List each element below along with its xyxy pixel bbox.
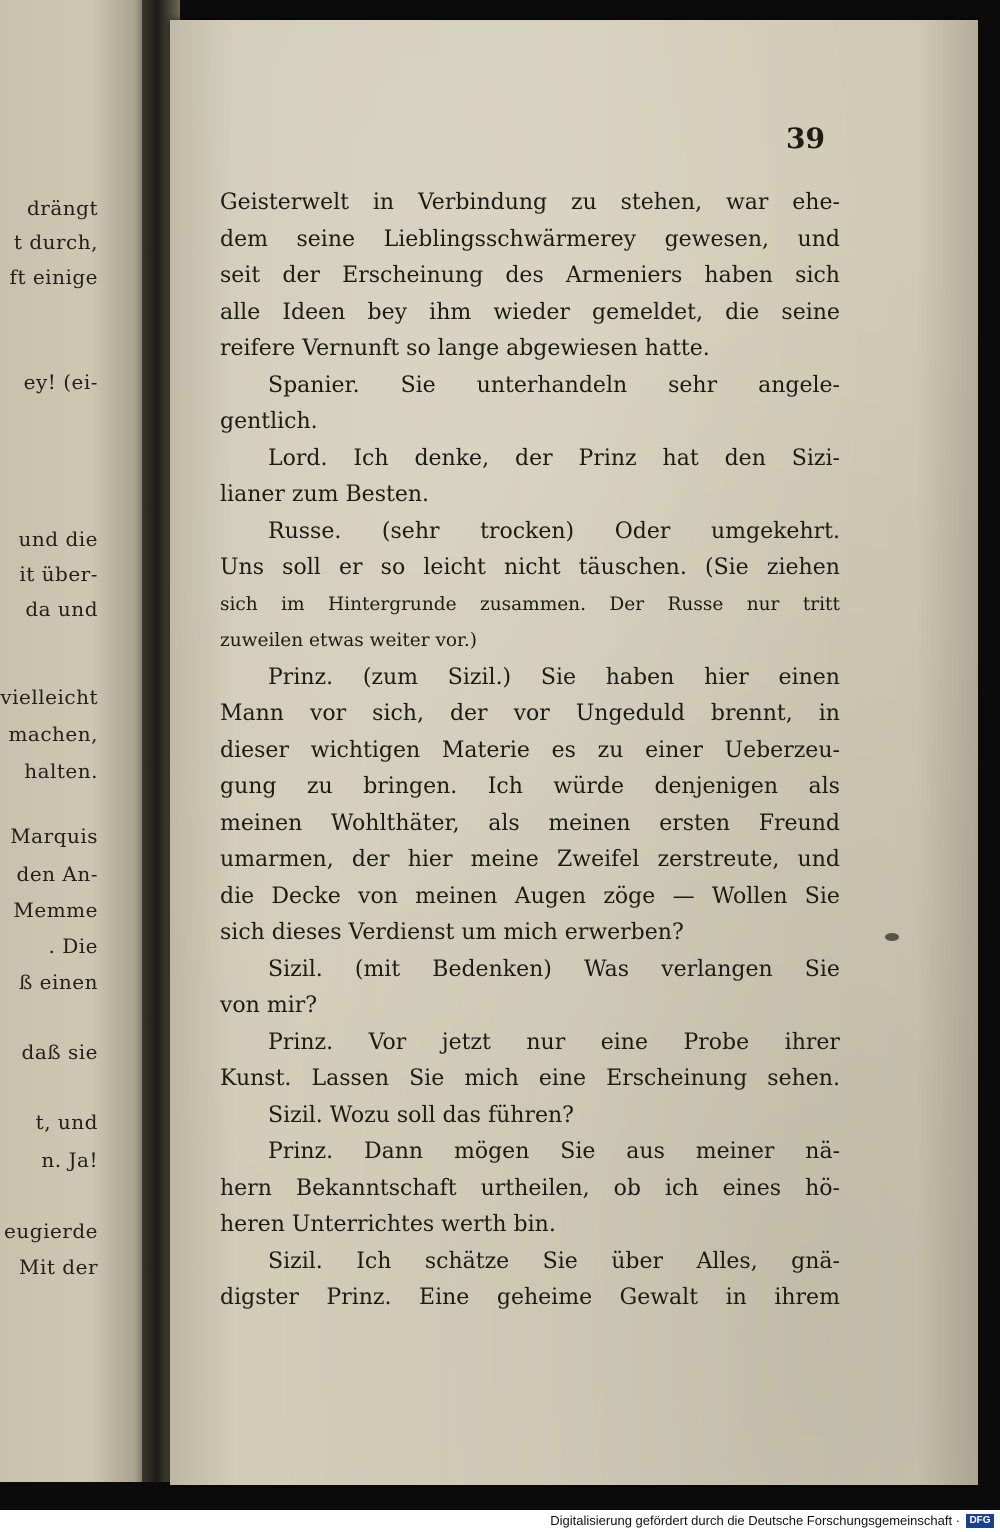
text-line: dem seine Lieblingsschwärmerey gewesen, und xyxy=(220,226,840,252)
text-line: lianer zum Besten. xyxy=(220,482,429,507)
left-page-fragment: n. Ja! xyxy=(41,1148,98,1172)
left-page-fragment: Mit der xyxy=(19,1255,98,1279)
text-line: heren Unterrichtes werth bin. xyxy=(220,1212,556,1237)
speaker-line: Lord. Ich denke, der Prinz hat den Sizi- xyxy=(268,445,840,471)
speaker-line: Sizil. (mit Bedenken) Was verlangen Sie xyxy=(268,956,840,982)
funding-notice: Digitalisierung gefördert durch die Deutsche Forschungsgemeinschaft · xyxy=(550,1513,960,1528)
left-page-fragment: daß sie xyxy=(21,1040,98,1064)
left-page-fragment: machen, xyxy=(8,722,98,746)
text-line: von mir? xyxy=(220,993,318,1018)
footer-bar xyxy=(0,1510,1000,1532)
left-page-fragment: it über- xyxy=(19,562,98,586)
right-page xyxy=(170,20,980,1485)
text-line: hern Bekanntschaft urtheilen, ob ich eines hö- xyxy=(220,1175,840,1201)
speaker-line: Prinz. Dann mögen Sie aus meiner nä- xyxy=(268,1139,840,1164)
speaker-line: Prinz. (zum Sizil.) Sie haben hier einen xyxy=(268,664,840,690)
text-line: umarmen, der hier meine Zweifel zerstreute, und xyxy=(220,847,840,872)
text-line: dieser wichtigen Materie es zu einer Ueberzeu- xyxy=(220,737,840,763)
page-number: 39 xyxy=(786,122,825,155)
left-page-fragment: ft einige xyxy=(9,265,98,289)
left-page-fragment: vielleicht xyxy=(0,685,98,709)
text-line: sich dieses Verdienst um mich erwerben? xyxy=(220,920,684,945)
text-line: Kunst. Lassen Sie mich eine Erscheinung sehen. xyxy=(220,1066,840,1091)
dfg-logo: DFG xyxy=(966,1514,994,1528)
left-facing-page xyxy=(0,0,150,1482)
text-line: alle Ideen bey ihm wieder gemeldet, die seine xyxy=(220,299,840,325)
left-page-fragment: da und xyxy=(25,597,98,621)
text-line: Uns soll er so leicht nicht täuschen. (Sie ziehen xyxy=(220,555,840,580)
text-line: meinen Wohlthäter, als meinen ersten Freund xyxy=(220,810,840,836)
body-text xyxy=(220,185,840,1317)
left-page-fragment: ß einen xyxy=(18,970,98,994)
text-line: seit der Erscheinung des Armeniers haben sich xyxy=(220,263,840,288)
left-page-fragment: Memme xyxy=(13,898,98,922)
speaker-line: Sizil. Ich schätze Sie über Alles, gnä- xyxy=(268,1248,840,1274)
speaker-line: Russe. (sehr trocken) Oder umgekehrt. xyxy=(268,518,840,544)
left-page-fragment: halten. xyxy=(24,759,98,783)
left-page-fragment: . Die xyxy=(48,934,98,958)
left-page-fragment: eugierde xyxy=(4,1219,98,1243)
text-line: digster Prinz. Eine geheime Gewalt in ihrem xyxy=(220,1285,840,1310)
left-page-fragment: t, und xyxy=(35,1110,98,1134)
left-page-fragment: Marquis xyxy=(10,824,98,848)
text-line: gentlich. xyxy=(220,409,318,434)
speaker-line: Spanier. Sie unterhandeln sehr angele- xyxy=(268,372,840,398)
text-line: reifere Vernunft so lange abgewiesen hatte. xyxy=(220,336,710,361)
stage-direction-line: sich im Hintergrunde zusammen. Der Russe nur tritt xyxy=(220,593,840,615)
speaker-line: Sizil. Wozu soll das führen? xyxy=(268,1102,574,1128)
left-page-fragment: t durch, xyxy=(13,230,98,254)
left-page-fragment: drängt xyxy=(26,196,98,220)
speaker-line: Prinz. Vor jetzt nur eine Probe ihrer xyxy=(268,1029,840,1055)
left-page-fragment: und die xyxy=(18,527,98,551)
scan-border xyxy=(978,0,1000,1510)
text-line: die Decke von meinen Augen zöge — Wollen Sie xyxy=(220,883,840,909)
ink-stain xyxy=(885,933,899,941)
stage-direction-line: zuweilen etwas weiter vor.) xyxy=(220,630,477,651)
left-page-fragment: ey! (ei- xyxy=(23,370,98,394)
text-line: Mann vor sich, der vor Ungeduld brennt, in xyxy=(220,701,840,726)
left-page-fragment: den An- xyxy=(16,862,98,886)
text-line: Geisterwelt in Verbindung zu stehen, war ehe- xyxy=(220,190,840,215)
text-line: gung zu bringen. Ich würde denjenigen als xyxy=(220,774,840,799)
